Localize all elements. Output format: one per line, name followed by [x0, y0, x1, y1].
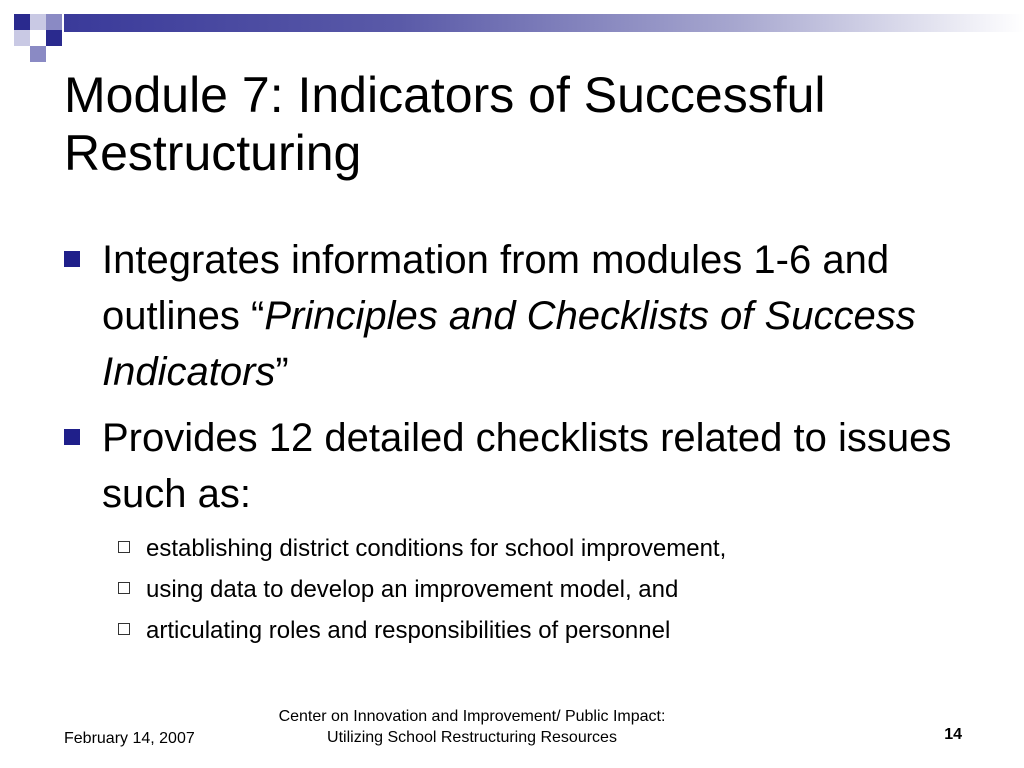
bullet-item	[64, 410, 964, 651]
header-decor-square	[14, 30, 30, 46]
header-decor-square	[30, 46, 46, 62]
square-bullet-icon	[64, 251, 80, 267]
sub-bullet-item	[102, 610, 964, 651]
hollow-square-bullet-icon	[118, 582, 130, 594]
footer-source	[232, 706, 712, 748]
sub-bullet-text: establishing district conditions for school improvement,	[146, 535, 727, 562]
header-decor-square	[14, 14, 30, 30]
footer-date: February 14, 2007	[64, 730, 195, 747]
hollow-square-bullet-icon	[118, 541, 130, 553]
header-decor-square	[30, 14, 46, 30]
footer-source-line: Center on Innovation and Improvement/ Public Impact:	[278, 708, 666, 725]
header-decor-square	[46, 30, 62, 46]
square-bullet-icon	[64, 429, 80, 445]
slide-title: Module 7: Indicators of Successful Restructuring	[64, 67, 826, 181]
hollow-square-bullet-icon	[118, 623, 130, 635]
sub-bullet-text: using data to develop an improvement model, and	[146, 576, 679, 603]
sub-bullet-item	[102, 528, 964, 569]
bullet-text-italic: Principles and Checklists of Success Indicators	[102, 294, 916, 394]
header-decor-square	[46, 14, 62, 30]
footer-source-line: Utilizing School Restructuring Resources	[327, 729, 617, 746]
header-gradient-band	[64, 14, 1024, 32]
bullet-text: Integrates information from modules 1-6 and outlines “	[102, 238, 890, 338]
bullet-text: Provides 12 detailed checklists related to issues such as:	[102, 416, 952, 516]
sub-bullet-list	[102, 528, 964, 651]
bullet-item	[64, 232, 964, 400]
page-number: 14	[944, 726, 962, 743]
bullet-text: ”	[275, 350, 289, 394]
bullet-list	[64, 232, 964, 661]
sub-bullet-item	[102, 569, 964, 610]
sub-bullet-text: articulating roles and responsibilities of personnel	[146, 617, 671, 644]
